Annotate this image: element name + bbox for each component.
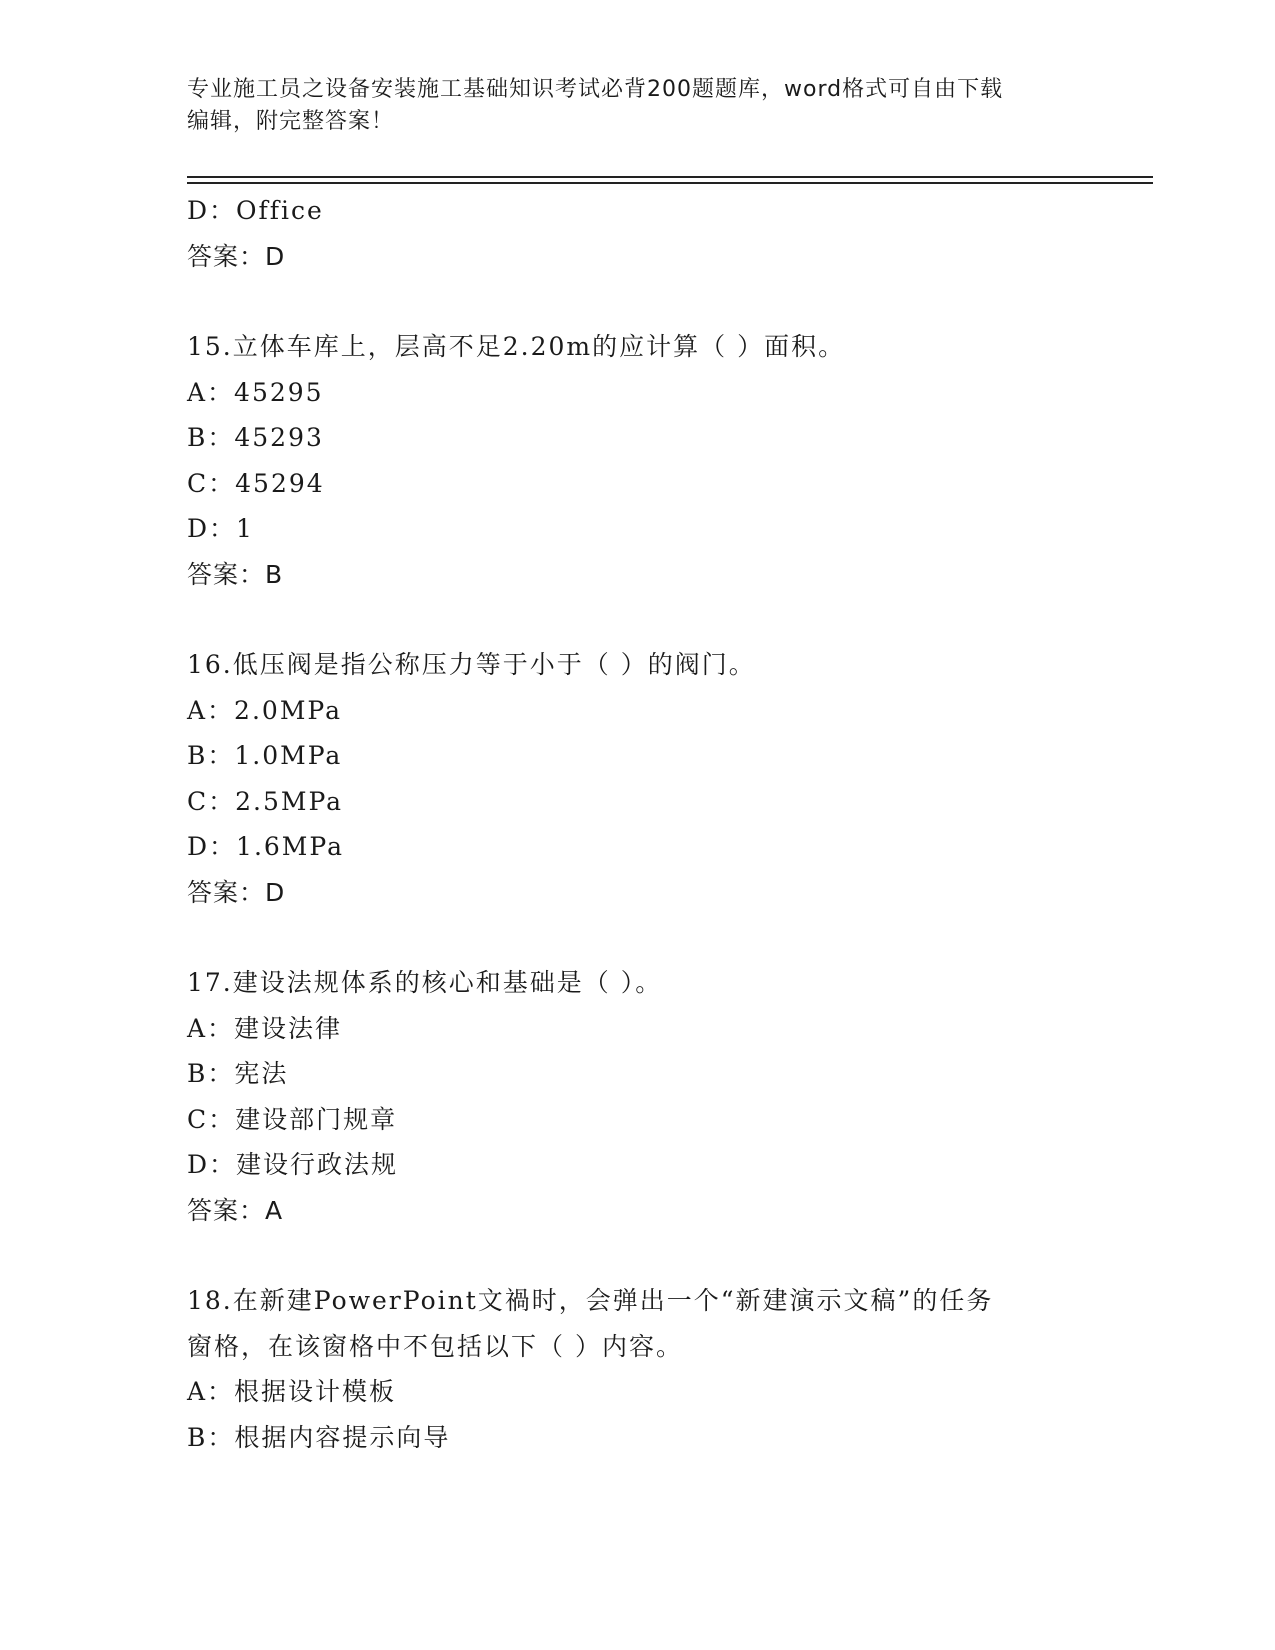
option-line: B：宪法	[187, 1059, 289, 1088]
question-list	[187, 188, 1087, 1460]
option-line: D：1	[187, 514, 254, 543]
answer-line: 答案：A	[187, 1195, 284, 1225]
document-header: 专业施工员之设备安装施工基础知识考试必背200题题库，word格式可自由下载 编辑，附完整答案！	[187, 77, 1004, 134]
option-line: D：Office	[187, 196, 324, 225]
option-line: D：建设行政法规	[187, 1150, 399, 1179]
option-line: A：建设法律	[187, 1013, 343, 1043]
question-block	[187, 1278, 1087, 1460]
option-line: A：根据设计模板	[187, 1377, 397, 1406]
question-block	[187, 960, 1087, 1233]
answer-line: 答案：D	[187, 877, 286, 907]
option-line: D：1.6MPa	[187, 832, 345, 861]
option-line: A：45295	[187, 377, 324, 407]
answer-line: 答案：D	[187, 241, 286, 271]
answer-line: 答案：B	[187, 559, 284, 589]
question-block	[187, 324, 1087, 597]
question-stem: 18.在新建PowerPoint文禍时，会弹出一个“新建演示文稿”的任务 窗格，在该窗格中不包括以下（ ）内容。	[187, 1286, 994, 1361]
question-stem: 16.低压阀是指公称压力等于小于（ ）的阀门。	[187, 650, 756, 679]
option-line: B：45293	[187, 423, 324, 452]
option-line: C：2.5MPa	[187, 786, 344, 816]
option-line: C：建设部门规章	[187, 1104, 398, 1134]
option-line: B：1.0MPa	[187, 741, 343, 770]
question-stem: 15.立体车库上，层高不足2.20m的应计算（ ）面积。	[187, 332, 846, 361]
question-stem: 17.建设法规体系的核心和基础是（ ）。	[187, 968, 663, 997]
option-line: B：根据内容提示向导	[187, 1422, 451, 1452]
option-line: C：45294	[187, 468, 325, 498]
question-block	[187, 642, 1087, 915]
header-divider-top	[187, 176, 1153, 178]
header-divider-bottom	[187, 182, 1153, 184]
option-line: A：2.0MPa	[187, 695, 343, 725]
